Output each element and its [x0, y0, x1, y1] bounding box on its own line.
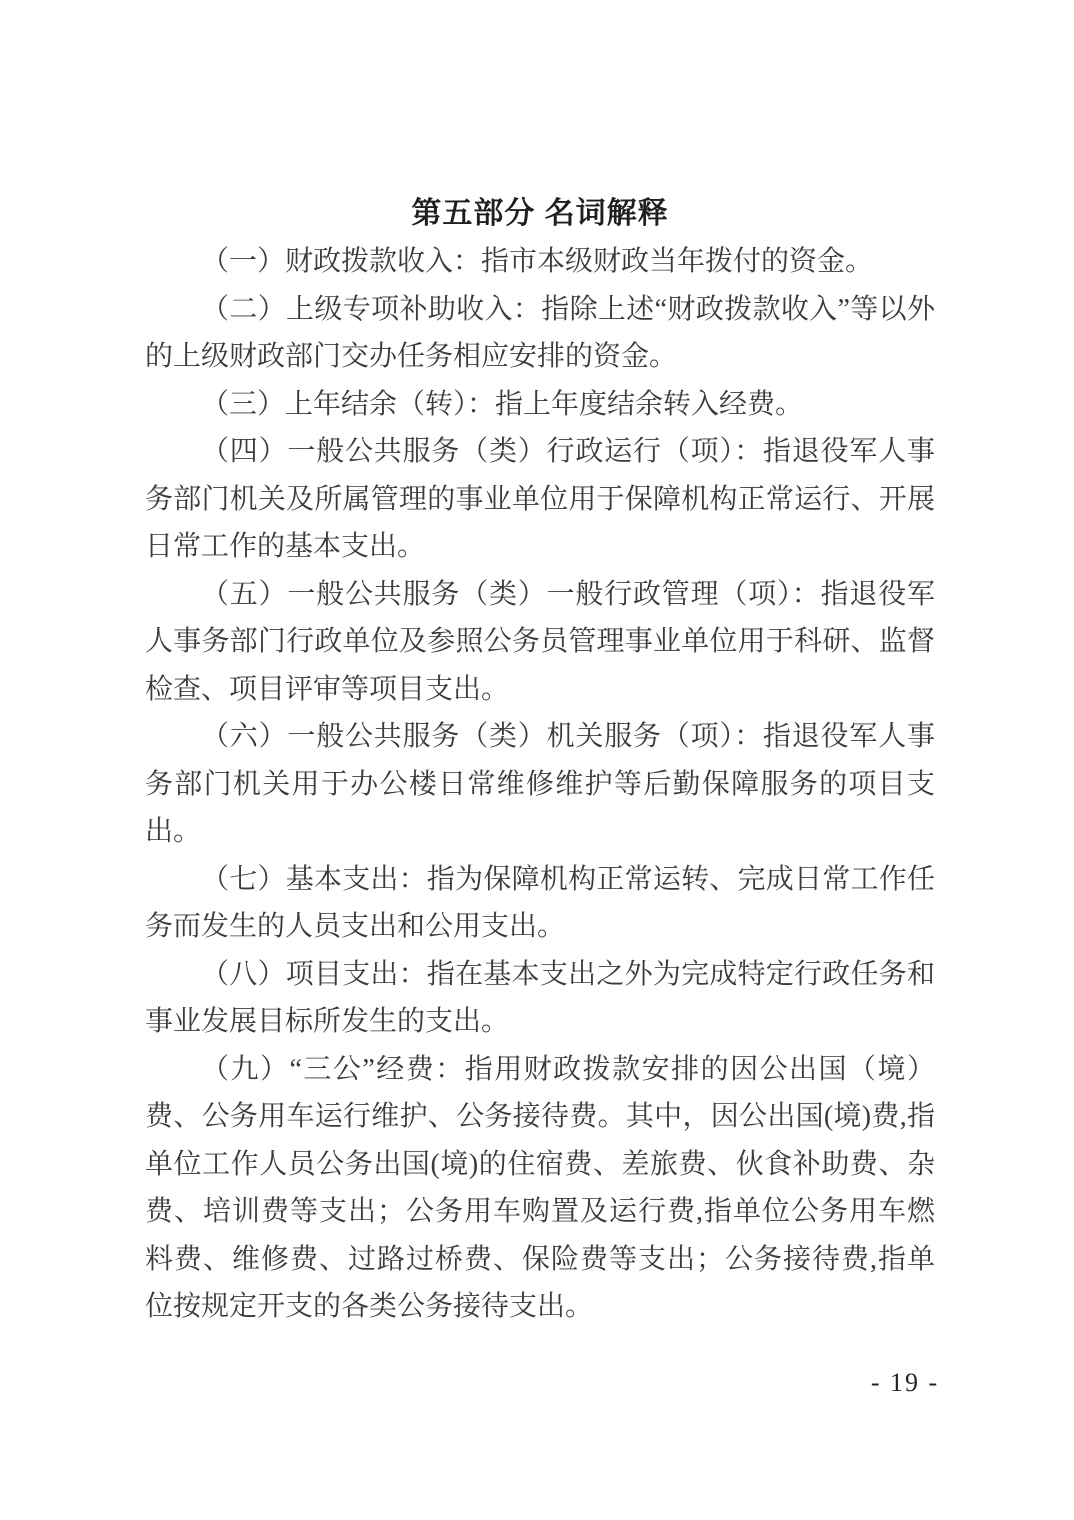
definition-administrative-operation: （四）一般公共服务（类）行政运行（项）：指退役军人事务部门机关及所属管理的事业单位用于保障机构正常运行、开展日常工作的基本支出。 [145, 436, 935, 562]
definitions-list [145, 238, 935, 1331]
section-title: 第五部分 名词解释 [411, 197, 669, 230]
definition-agency-services: （六）一般公共服务（类）机关服务（项）：指退役军人事务部门机关用于办公楼日常维修维护等后勤保障服务的项目支出。 [145, 721, 935, 847]
definition-general-administrative-management: （五）一般公共服务（类）一般行政管理（项）：指退役军人事务部门行政单位及参照公务员管理事业单位用于科研、监督检查、项目评审等项目支出。 [145, 578, 935, 705]
definition-prior-year-carryover: （三）上年结余（转）：指上年度结余转入经费。 [201, 388, 804, 420]
page-number: - 19 - [870, 1368, 940, 1397]
definition-project-expenditure: （八）项目支出：指在基本支出之外为完成特定行政任务和事业发展目标所发生的支出。 [145, 958, 935, 1037]
text-block [145, 196, 935, 1331]
definition-fiscal-allocation-income: （一）财政拨款收入：指市本级财政当年拨付的资金。 [201, 246, 874, 277]
definition-basic-expenditure: （七）基本支出：指为保障机构正常运转、完成日常工作任务而发生的人员支出和公用支出。 [145, 863, 935, 942]
definition-three-public-funds: （九）“三公”经费：指用财政拨款安排的因公出国（境）费、公务用车运行维护、公务接待费。其中，因公出国(境)费,指单位工作人员公务出国(境)的住宿费、差旅费、伙食补助费、杂费、培训费等支出；公务用车购置及运行费,指单位公务用车燃料费、维修费、过路过桥费、保险费等支出；公务接待费,指单位按规定开支的各类公务接待支出。 [145, 1053, 935, 1322]
definition-superior-special-subsidy-income: （二）上级专项补助收入：指除上述“财政拨款收入”等以外的上级财政部门交办任务相应安排的资金。 [145, 293, 935, 372]
